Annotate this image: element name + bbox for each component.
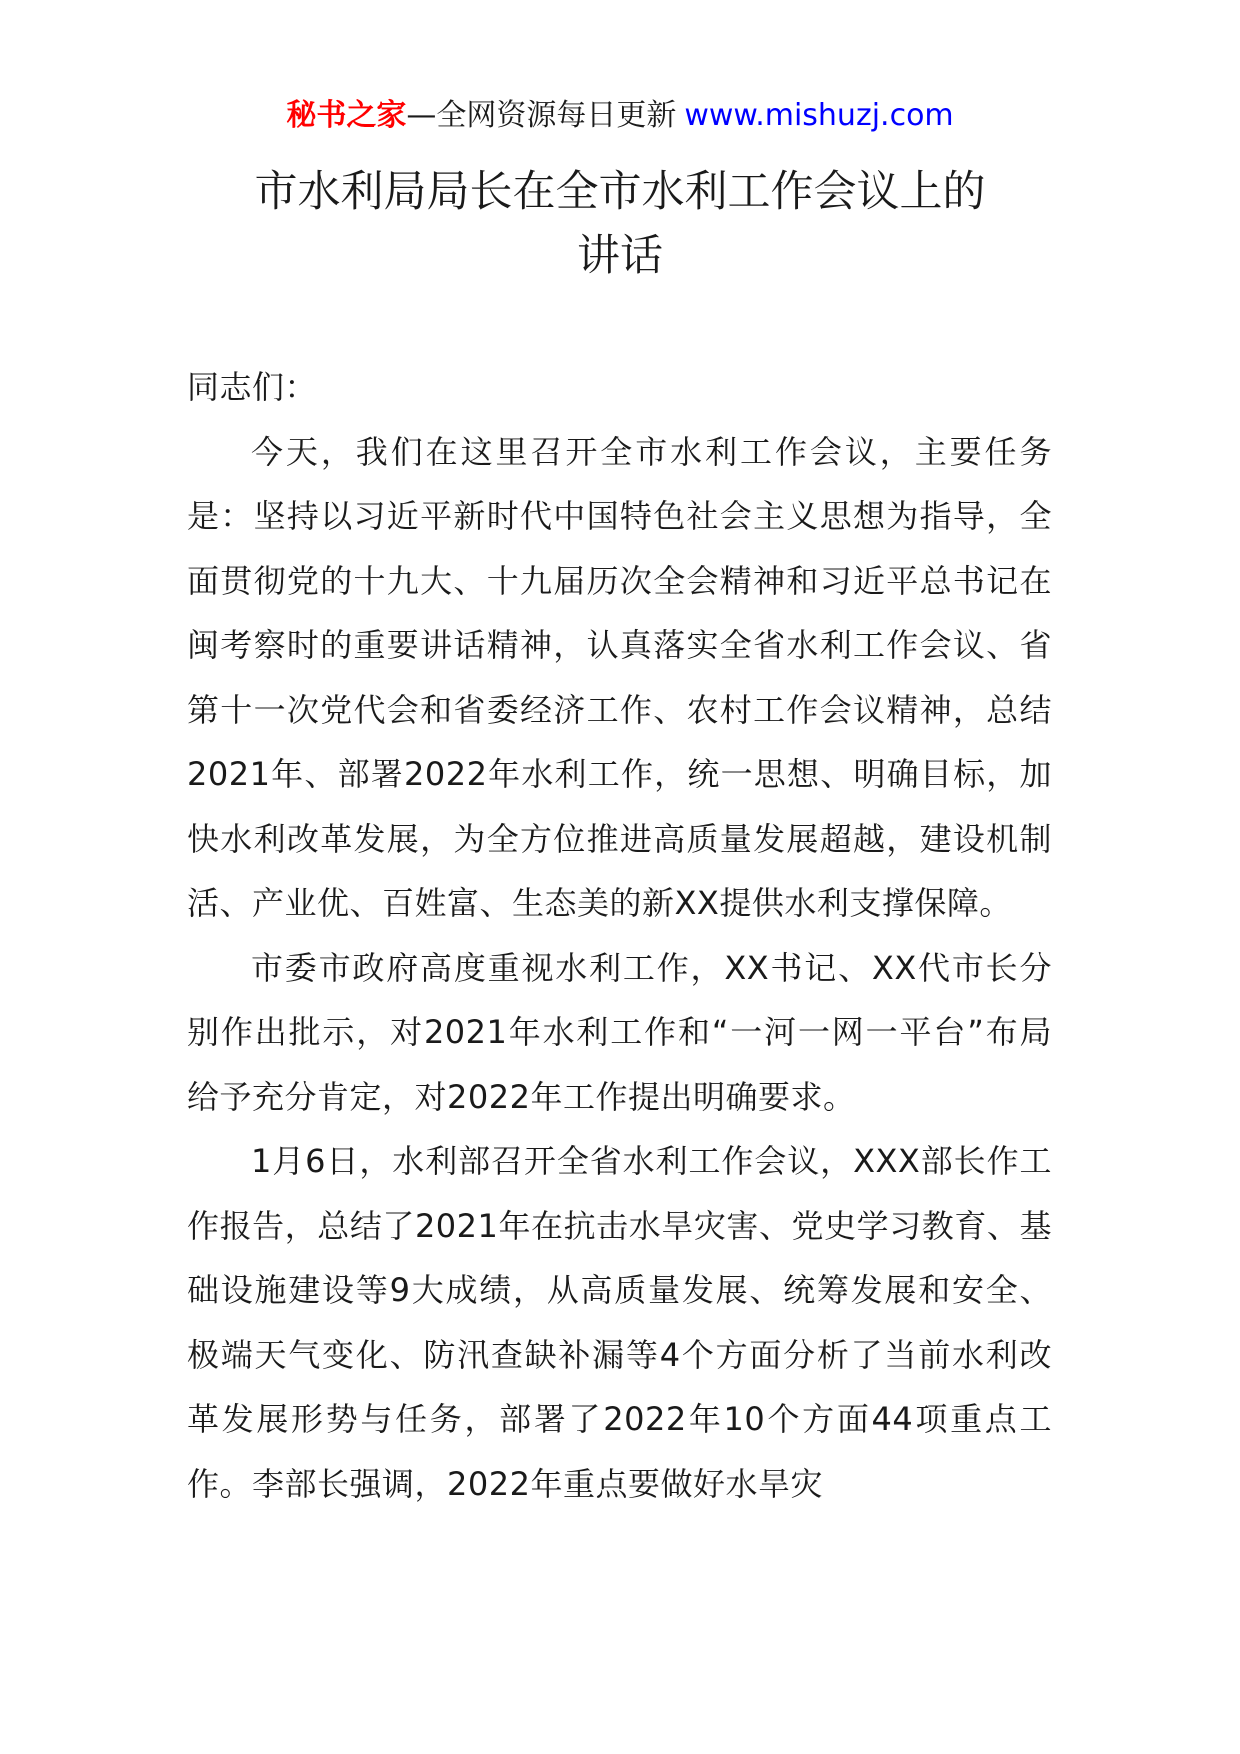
brand-name: 秘书之家 (286, 98, 407, 133)
title-line-2: 讲话 (577, 231, 663, 281)
document-body (187, 355, 1052, 1516)
header-tagline: —全网资源每日更新 (406, 98, 677, 133)
site-url-link[interactable]: www.mishuzj.com (684, 98, 954, 133)
title-line-1: 市水利局局长在全市水利工作会议上的 (254, 167, 986, 217)
paragraph-1: 今天，我们在这里召开全市水利工作会议，主要任务是：坚持以习近平新时代中国特色社会主义思想为指导，全面贯彻党的十九大、十九届历次全会精神和习近平总书记在闽考察时的重要讲话精神，认真落实全省水利工作会议、省第十一次党代会和省委经济工作、农村工作会议精神，总结2021年、部署2022年水利工作，统一思想、明确目标，加快水利改革发展，为全方位推进高质量发展超越，建设机制活、产业优、百姓富、生态美的新XX提供水利支撑保障。 (187, 432, 1052, 922)
paragraph-2: 市委市政府高度重视水利工作，XX书记、XX代市长分别作出批示，对2021年水利工作和“一河一网一平台”布局给予充分肯定，对2022年工作提出明确要求。 (187, 948, 1052, 1116)
document-title (0, 160, 1240, 288)
salutation: 同志们： (187, 368, 318, 406)
paragraph-3: 1月6日，水利部召开全省水利工作会议，XXX部长作工作报告，总结了2021年在抗击水旱灾害、党史学习教育、基础设施建设等9大成绩，从高质量发展、统筹发展和安全、极端天气变化、防汛查缺补漏等4个方面分析了当前水利改革发展形势与任务，部署了2022年10个方面44项重点工作。李部长强调，2022年重点要做好水旱灾 (187, 1142, 1052, 1503)
site-header (0, 96, 1240, 136)
